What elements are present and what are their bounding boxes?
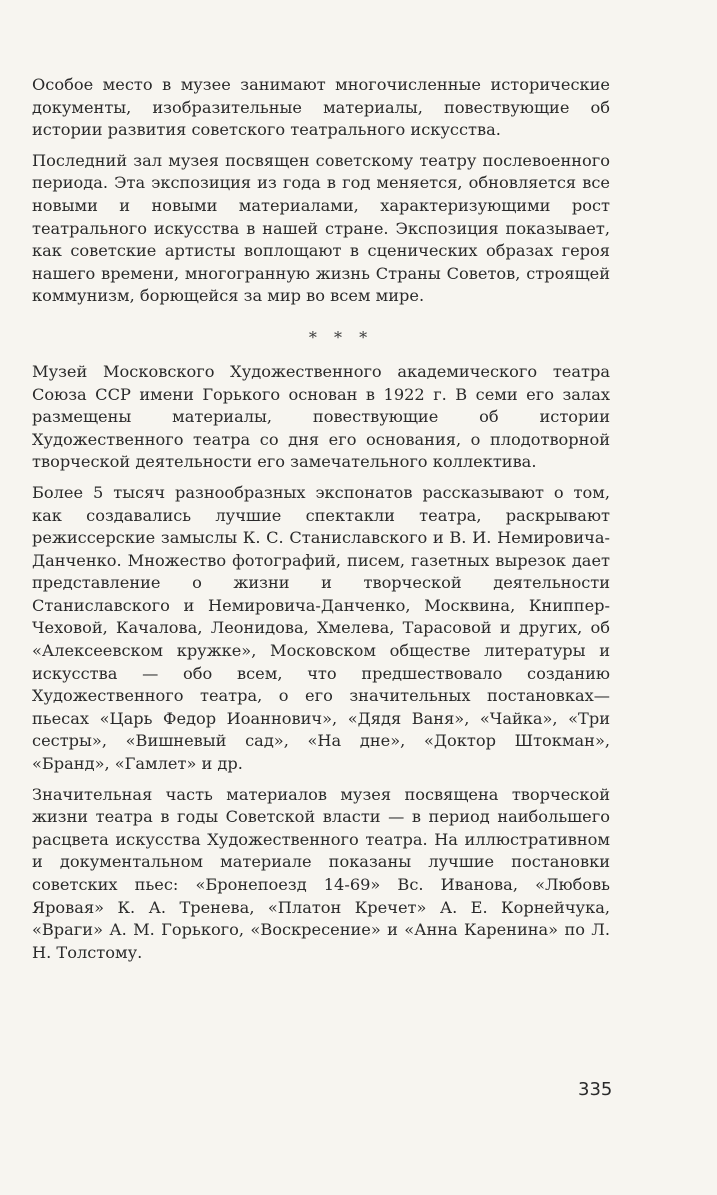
paragraph-soviet-period: Значительная часть материалов музея посвящена творческой жизни театра в годы Советской власти — в период наибольшего расцвета искусства Художественного театра. На иллюстративном и документальном материале показаны лучшие постановки советских пьес: «Бронепоезд 14-69» Вс. Иванова, «Любовь Яровая» К. А. Тренева, «Платон Кречет» А. Е. Корнейчука, «Враги» А. М. Горького, «Воскресение» и «Анна Каренина» по Л. Н. Толстому. <box>32 784 610 962</box>
page-number: 335 <box>578 1079 613 1100</box>
paragraph-mkhat-museum: Музей Московского Художественного академического театра Союза ССР имени Горького основан в 1922 г. В семи его залах размещены материалы, повествующие об истории Художественного театра со дня его основания, о плодотворной творческой деятельности его замечательного коллектива. <box>32 361 610 472</box>
paragraph-exhibits: Более 5 тысяч разнообразных экспонатов рассказывают о том, как создавались лучшие спектакли театра, раскрывают режиссерские замыслы К. С. Станиславского и В. И. Немировича-Данченко. Множество фотографий, писем, газетных вырезок дает представление о жизни и творческой деятельности Станиславского и Немировича-Данченко, Москвина, Книппер-Чеховой, Качалова, Леонидова, Хмелева, Тарасовой и других, об «Алексеевском кружке», Московском обществе литературы и искусства — обо всем, что предшествовало созданию Художественного театра, о его значительных постановках—пьесах «Царь Федор Иоаннович», «Дядя Ваня», «Чайка», «Три сестры», «Вишневый сад», «На дне», «Доктор Штокман», «Бранд», «Гамлет» и др. <box>32 482 610 774</box>
section-separator: * * * <box>308 327 374 347</box>
paragraph-last-hall: Последний зал музея посвящен советскому театру послевоенного периода. Эта экспозиция из года в год меняется, обновляется все новыми и новыми материалами, характеризующими рост театрального искусства в нашей стране. Экспозиция показывает, как советские артисты воплощают в сценических образах героя нашего времени, многогранную жизнь Страны Советов, строящей коммунизм, борющейся за мир во всем мире. <box>32 150 610 306</box>
page-body <box>32 74 610 964</box>
paragraph-museum-documents: Особое место в музее занимают многочисленные исторические документы, изобразительные материалы, повествующие об истории развития советского театрального искусства. <box>32 75 610 140</box>
